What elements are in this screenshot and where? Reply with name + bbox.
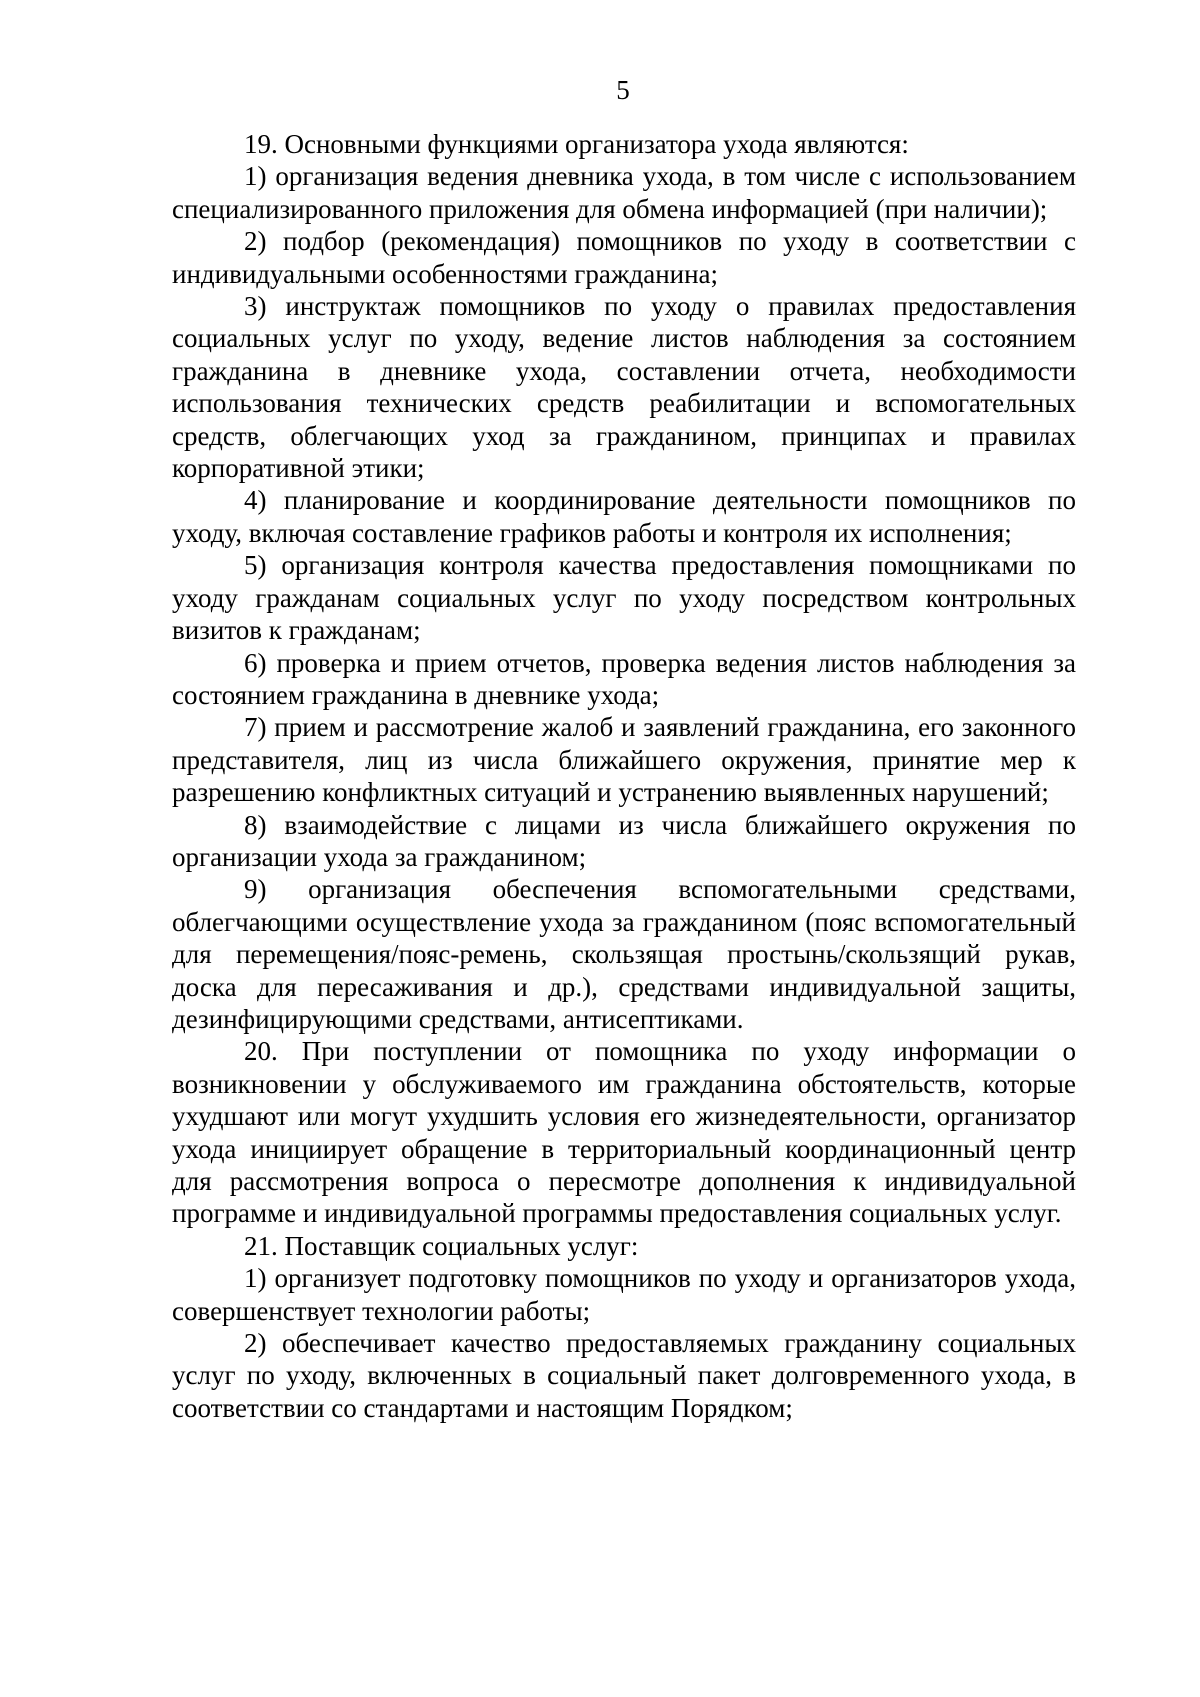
- paragraph-19-heading: 19. Основными функциями организатора ухода являются:: [244, 129, 909, 159]
- paragraph-21-item-2: 2) обеспечивает качество предоставляемых гражданину социальных услуг по уходу, включенных в социальный пакет долговременного ухода, в соответствии со стандартами и настоящим Порядком;: [172, 1328, 1076, 1423]
- paragraph-21-item-1: 1) организует подготовку помощников по уходу и организаторов ухода, совершенствует технологии работы;: [172, 1263, 1076, 1326]
- paragraph-19-item-4: 4) планирование и координирование деятельности помощников по уходу, включая составление графиков работы и контроля их исполнения;: [172, 485, 1076, 548]
- paragraph-19-item-6: 6) проверка и прием отчетов, проверка ведения листов наблюдения за состоянием гражданина в дневнике ухода;: [172, 647, 1076, 710]
- page-number: 5: [616, 75, 630, 105]
- paragraph-19-item-1: 1) организация ведения дневника ухода, в том числе с использованием специализированного приложения для обмена информацией (при наличии);: [172, 161, 1076, 224]
- paragraph-19-item-2: 2) подбор (рекомендация) помощников по уходу в соответствии с индивидуальными особенностями гражданина;: [172, 226, 1076, 289]
- paragraph-19-item-7: 7) прием и рассмотрение жалоб и заявлений гражданина, его законного представителя, лиц из числа ближайшего окружения, принятие мер к разрешению конфликтных ситуаций и устранению выявленных нарушений;: [172, 712, 1076, 808]
- paragraph-19-item-5: 5) организация контроля качества предоставления помощниками по уходу гражданам социальных услуг по уходу посредством контрольных визитов к гражданам;: [172, 550, 1076, 646]
- document-body: [172, 128, 1076, 1424]
- paragraph-20: 20. При поступлении от помощника по уходу информации о возникновении у обслуживаемого им гражданина обстоятельств, которые ухудшают или могут ухудшить условия его жизнедеятельности, организатор ухода инициирует обращение в территориальный координационный центр для рассмотрения вопроса о пересмотре дополнения к индивидуальной программе и индивидуальной программы предоставления социальных услуг.: [172, 1036, 1076, 1229]
- paragraph-19-item-9: 9) организация обеспечения вспомогательными средствами, облегчающими осуществление ухода за гражданином (пояс вспомогательный для перемещения/пояс-ремень, скользящая простынь/скользящий рукав, доска для пересаживания и др.), средствами индивидуальной защиты, дезинфицирующими средствами, антисептиками.: [172, 874, 1076, 1034]
- paragraph-19-item-3: 3) инструктаж помощников по уходу о правилах предоставления социальных услуг по уходу, ведение листов наблюдения за состоянием гражданина в дневнике ухода, составлении отчета, необходимости использования технических средств реабилитации и вспомогательных средств, облегчающих уход за гражданином, принципах и правилах корпоративной этики;: [172, 291, 1076, 484]
- paragraph-19-item-8: 8) взаимодействие с лицами из числа ближайшего окружения по организации ухода за гражданином;: [172, 809, 1076, 872]
- paragraph-21-heading: 21. Поставщик социальных услуг:: [244, 1230, 639, 1261]
